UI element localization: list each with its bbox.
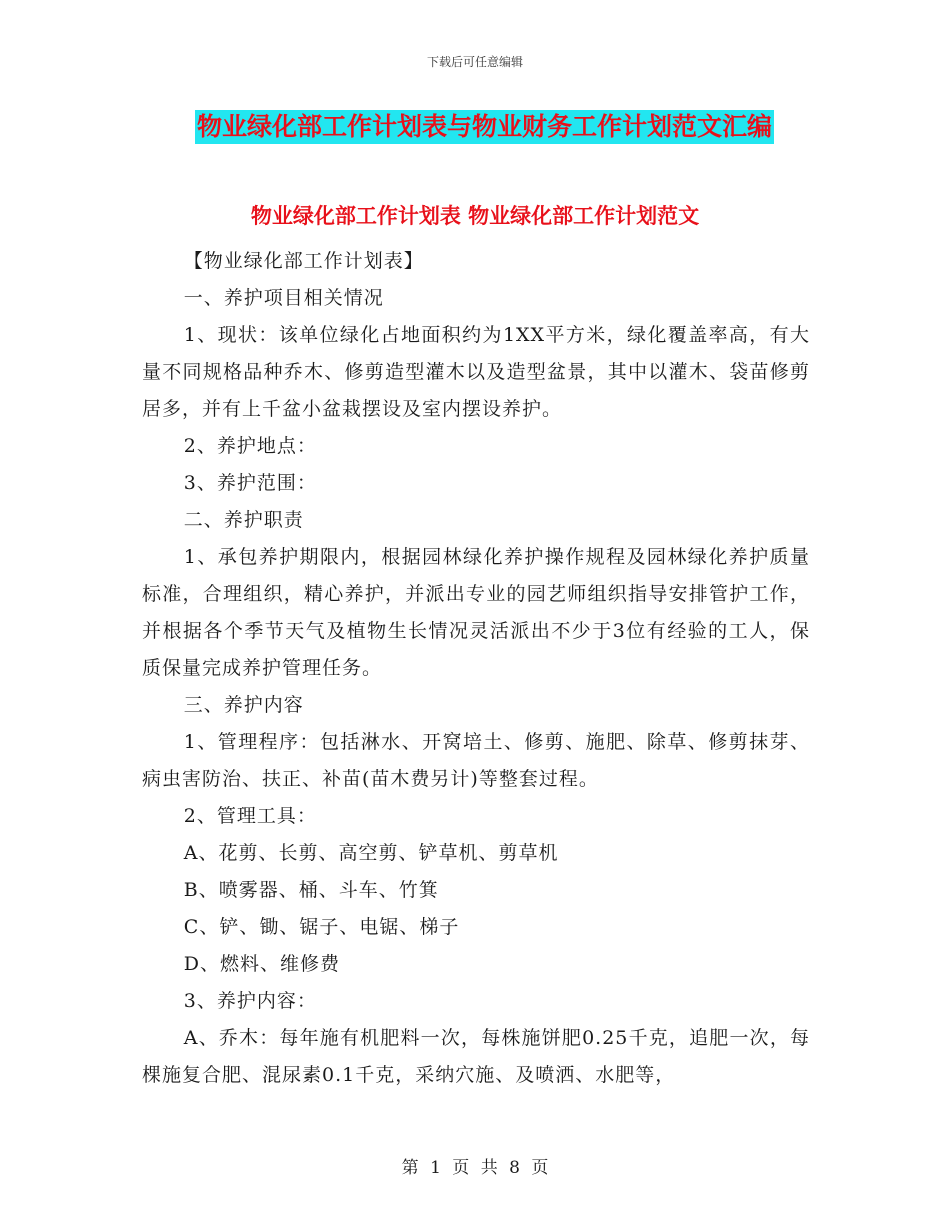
paragraph-heading-2: 二、养护职责 — [183, 509, 304, 531]
page-footer: 第 1 页 共 8 页 — [401, 1158, 549, 1178]
paragraph: 3、养护内容： — [183, 990, 317, 1012]
document-sub-title: 物业绿化部工作计划表 物业绿化部工作计划范文 — [250, 204, 700, 228]
paragraph-section-heading: 【物业绿化部工作计划表】 — [183, 250, 424, 272]
paragraph-heading-1: 一、养护项目相关情况 — [183, 287, 384, 309]
list-item: B、喷雾器、桶、斗车、竹箕 — [183, 879, 439, 901]
header-note: 下载后可任意编辑 — [426, 55, 523, 69]
list-item: A、花剪、长剪、高空剪、铲草机、剪草机 — [183, 842, 559, 864]
paragraph: A、乔木：每年施有机肥料一次，每株施饼肥0.25千克，追肥一次，每棵施复合肥、混尿素0.1千克，采纳穴施、及喷洒、水肥等， — [142, 1027, 810, 1086]
document-body — [142, 243, 810, 1094]
paragraph: 2、养护地点： — [183, 435, 317, 457]
paragraph: 1、管理程序：包括淋水、开窝培土、修剪、施肥、除草、修剪抹芽、病虫害防治、扶正、补苗(苗木费另计)等整套过程。 — [142, 731, 810, 790]
paragraph: 1、现状：该单位绿化占地面积约为1XX平方米，绿化覆盖率高，有大量不同规格品种乔木、修剪造型灌木以及造型盆景，其中以灌木、袋苗修剪居多，并有上千盆小盆栽摆设及室内摆设养护。 — [142, 324, 810, 420]
paragraph: 2、管理工具： — [183, 805, 317, 827]
document-main-title: 物业绿化部工作计划表与物业财务工作计划范文汇编 — [195, 110, 774, 144]
paragraph-heading-3: 三、养护内容 — [183, 694, 304, 716]
paragraph: 3、养护范围： — [183, 472, 317, 494]
list-item: C、铲、锄、锯子、电锯、梯子 — [183, 916, 460, 938]
paragraph: 1、承包养护期限内，根据园林绿化养护操作规程及园林绿化养护质量标准，合理组织，精心养护，并派出专业的园艺师组织指导安排管护工作，并根据各个季节天气及植物生长情况灵活派出不少于3位有经验的工人，保质保量完成养护管理任务。 — [142, 546, 810, 679]
list-item: D、燃料、维修费 — [183, 953, 341, 975]
